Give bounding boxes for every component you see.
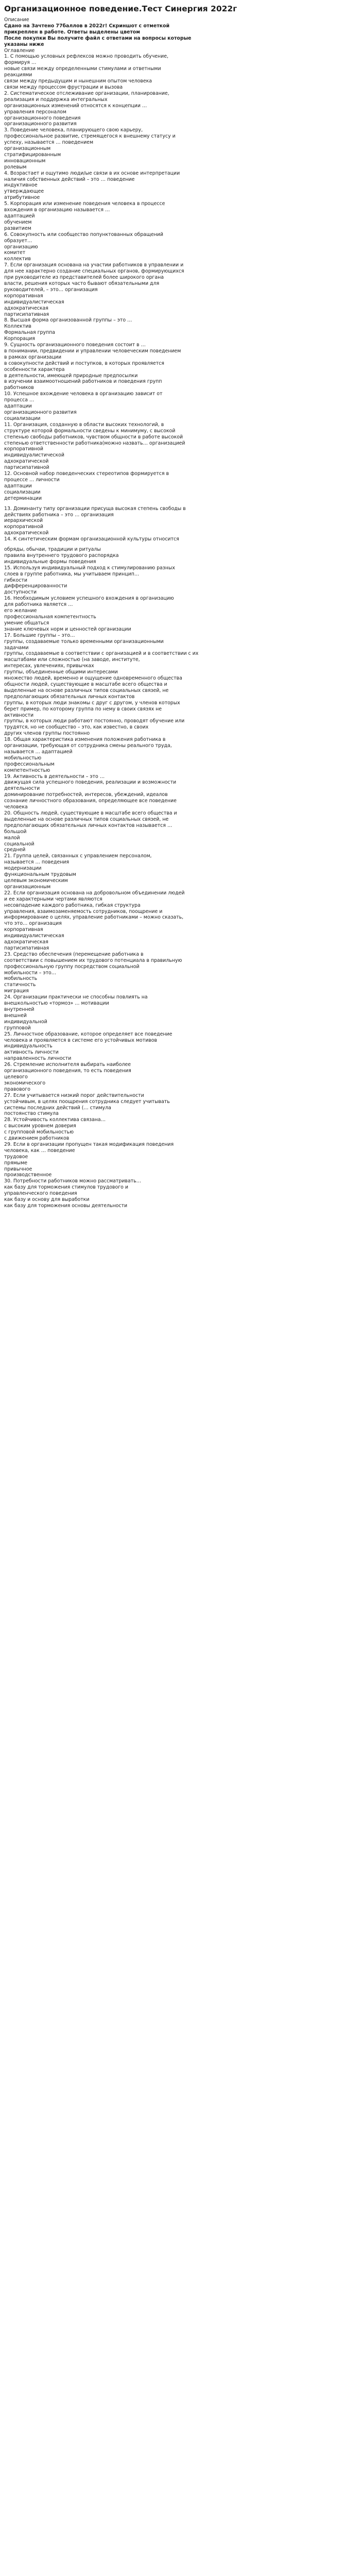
answer-line: соответствии с повышением их трудового потенциала в правильную <box>4 957 182 963</box>
answer-line: индивидуалистической <box>4 452 64 459</box>
answer-line: партисипативной <box>4 465 49 471</box>
question-line: 22. Если организация основана на добровольном объединении людей <box>4 890 185 896</box>
answer-line: Коллектив <box>4 324 31 330</box>
question-line: 10. Успешное вхождение человека в организацию зависит от <box>4 391 163 397</box>
question-line: 15. Используя индивидуальный подход к стимулированию разных <box>4 565 175 571</box>
answer-line: правила внутреннего трудового распорядка <box>4 552 119 558</box>
answer-line: групповой <box>4 1025 31 1031</box>
answer-line: наличия собственных действий – это … поведение <box>4 176 135 182</box>
answer-line: развитием <box>4 225 31 231</box>
answer-line: для работника является … <box>4 602 73 608</box>
answer-line: называется … поведения <box>4 859 70 866</box>
answer-line: в изучении взаимоотношений работников и поведения групп <box>4 379 162 385</box>
answer-line: средней <box>4 847 26 853</box>
answer-line: предполагающих обязательных личных контактов называется … <box>4 822 173 828</box>
answer-line: индуктивное <box>4 182 38 189</box>
answer-line: интересах, увлечениях, привычках <box>4 663 94 669</box>
answer-line: работников <box>4 385 34 391</box>
question-line: 14. К синтетическим формам организационной культуры относится <box>4 536 179 543</box>
answer-line: внутренней <box>4 1007 35 1012</box>
answer-line: слоев в группе работника, мы учитываем принцип… <box>4 571 140 577</box>
answer-line: связи между предыдущим и нынешним опытом человека <box>4 78 152 84</box>
answer-line: выделенные на основе различных типов социальных связей, не <box>4 816 169 822</box>
answer-line: внешкольностью «тормоз» … мотивации <box>4 1001 109 1007</box>
answer-line: социализации <box>4 415 41 421</box>
answer-line: производственное <box>4 1172 52 1178</box>
spacer <box>4 543 357 547</box>
answer-line: экономического <box>4 1080 46 1086</box>
question-line: 30. Потребности работников можно рассматривать… <box>4 1178 142 1184</box>
question-line: 26. Стремление исполнителя выбирать наиболее <box>4 1062 131 1068</box>
question-line: 27. Если учитывается низкий порог действительности <box>4 1092 144 1098</box>
answer-line: несовпадение каждого работника, гибкая структура <box>4 902 141 908</box>
answer-line: корпоративной <box>4 446 43 452</box>
answer-line: реакциями <box>4 72 32 78</box>
question-line: 2. Систематическое отслеживание организации, планирование, <box>4 90 169 96</box>
answer-line: организационным <box>4 146 51 152</box>
answer-line: трудовое <box>4 1154 28 1160</box>
answer-line: организационного развития <box>4 121 77 127</box>
question-line: 18. Общая характеристика изменения положения работника в <box>4 737 166 743</box>
spacer <box>4 502 357 506</box>
intro-line: После покупки Вы получите файл с ответами на вопросы которые <box>4 35 192 41</box>
answer-line: социальной <box>4 841 35 847</box>
answer-line: как базу и основу для выработки <box>4 1197 90 1203</box>
question-line: 28. Устойчивость коллектива связана… <box>4 1117 106 1123</box>
answer-line: доминирование потребностей, интересов, убеждений, идеалов <box>4 792 168 798</box>
question-line: 24. Организации практически не способны повлиять на <box>4 994 148 1001</box>
answer-line: организационного поведения, то есть поведения <box>4 1068 131 1074</box>
answer-line: профессиональную группу посредством социальной <box>4 963 140 970</box>
answer-line: задачами <box>4 645 29 651</box>
answer-line: управления, взаимозаменяемость сотрудников, поощрение и <box>4 908 163 914</box>
answer-line: организации, требующая от сотрудника смены реального труда, <box>4 743 172 749</box>
answer-line: обряды, обычаи, традиции и ритуалы <box>4 547 101 553</box>
answer-line: профессиональная компетентность <box>4 614 96 620</box>
answer-line: человека и проявляется в системе его устойчивых мотивов <box>4 1037 157 1043</box>
answer-line: организацию <box>4 244 38 250</box>
answer-line: информирование о целях, управление работниками – можно сказать, <box>4 914 184 921</box>
answer-line: мобильности – это… <box>4 970 57 976</box>
answer-line: при руководителе из представителей более широкого органа <box>4 275 164 281</box>
question-line: 1. С помощью условных рефлексов можно проводить обучение, <box>4 54 168 60</box>
answer-line: мобильность <box>4 976 38 982</box>
question-line: 5. Корпорация или изменение поведения человека в процессе <box>4 201 165 207</box>
question-line: 23. Средство обеспечения (перемещение работника в <box>4 951 144 957</box>
answer-line: новые связи между определенными стимулами и ответными <box>4 66 161 72</box>
answer-line: степенью ответственности работника(можно назвать… организацией <box>4 440 185 446</box>
answer-line: связи между процессом фрустрации и вызова <box>4 84 123 90</box>
answer-line: процесса … <box>4 397 35 403</box>
question-line: 29. Если в организации пропущен такая модификация поведения <box>4 1141 174 1147</box>
question-line: 17. Большие группы – это… <box>4 632 75 638</box>
answer-line: детерминации <box>4 495 42 501</box>
answer-line: знание ключевых норм и ценностей организации <box>4 626 131 632</box>
answer-line: в понимании, предвидении и управлении человеческим поведением <box>4 348 181 354</box>
answer-line: организационным <box>4 884 51 890</box>
answer-line: группы, в которых люди работают постоянно, проводят обучение или <box>4 718 185 724</box>
answer-line: других членов группы постоянно <box>4 731 90 737</box>
intro-line: Описание <box>4 17 29 23</box>
answer-line: мобильностью <box>4 755 42 761</box>
answer-line: множество людей, временно и ощущение одновременного общества <box>4 675 182 682</box>
answer-line: организационного развития <box>4 410 77 415</box>
answer-line: дифференцированности <box>4 583 67 589</box>
answer-line: с групповой мобильностью <box>4 1129 74 1136</box>
question-line: 12. Основной набор поведенческих стереотипов формируется в <box>4 471 169 477</box>
answer-line: комитет <box>4 250 26 256</box>
answer-line: активность личности <box>4 1049 59 1056</box>
answer-line: образует… <box>4 238 32 244</box>
answer-line: руководителей, – это… организация <box>4 286 98 293</box>
answer-line: привычное <box>4 1166 32 1172</box>
answer-line: деятельности <box>4 786 40 792</box>
answer-line: трудятся, но не сообщество – это, как известно, в своих <box>4 724 149 731</box>
answer-line: в деятельности, имеющей природные предпосылки <box>4 372 138 379</box>
question-line: 13. Доминанту типу организации присуща высокая степень свободы в <box>4 505 186 512</box>
question-line: 7. Если организация основана на участии работников в управлении и <box>4 262 184 268</box>
answer-line: целевого <box>4 1074 28 1080</box>
answer-line: с движением работников <box>4 1136 70 1142</box>
answer-line: организационных изменений относятся к концепции … <box>4 103 147 109</box>
answer-line: человека, как … поведение <box>4 1147 75 1154</box>
answer-line: индивидуалистическая <box>4 933 64 939</box>
intro-line: указаны ниже <box>4 41 44 47</box>
intro-line: прикреплен в работе. Ответы выделены цветом <box>4 29 140 35</box>
answer-line: корпоративная <box>4 927 43 933</box>
answer-line: гибкости <box>4 577 27 583</box>
question-line: 21. Группа целей, связанных с управлением персоналом, <box>4 853 152 859</box>
answer-line: профессиональным <box>4 761 55 767</box>
answer-line: предполагающих обязательных личных контактов <box>4 693 135 700</box>
answer-line: адхократической <box>4 459 49 465</box>
answer-line: адаптации <box>4 403 32 410</box>
question-line: 4. Возрастает и ощутимо люди/ые связи в их основе интерпретации <box>4 170 180 176</box>
answer-line: постоянство стимула <box>4 1111 59 1117</box>
question-line: 25. Личностное образование, которое определяет все поведение <box>4 1031 173 1037</box>
answer-line: его желание <box>4 608 37 614</box>
question-line: 9. Сущность организационного поведения состоит в … <box>4 342 146 348</box>
answer-line: и ее характерными чертами являются <box>4 896 102 902</box>
answer-line: партисипативная <box>4 311 49 317</box>
question-line: 11. Организация, созданную в области высоких технологий, в <box>4 421 164 428</box>
answer-line: устойчивым, в целях поощрения сотрудника следует учитывать <box>4 1098 170 1105</box>
answer-line: как базу для торможения основы деятельности <box>4 1203 128 1209</box>
answer-line: партисипативная <box>4 945 49 951</box>
answer-line: миграция <box>4 988 29 994</box>
answer-line: правового <box>4 1086 31 1092</box>
intro-line: Оглавление <box>4 47 35 54</box>
answer-line: индивидуальной <box>4 1019 47 1025</box>
answer-line: иерархической <box>4 518 43 524</box>
answer-line: Корпорация <box>4 336 36 342</box>
page-title: Организационное поведение.Тест Синергия 2022г <box>4 4 237 13</box>
document-page <box>0 0 361 1216</box>
answer-line: ролевым <box>4 164 27 170</box>
answer-line: власти, решения которых часто бывают обязательными для <box>4 280 160 286</box>
answer-line: корпоративная <box>4 293 43 299</box>
answer-line: Формальная группа <box>4 330 56 336</box>
question-line: 3. Поведение человека, планирующего свою карьеру, <box>4 127 143 133</box>
answer-line: системы последних действий (… стимула <box>4 1105 111 1111</box>
answer-line: социализации <box>4 489 41 495</box>
answer-line: группы, в которых люди знакомы с друг с другом, у членов которых <box>4 700 180 706</box>
answer-line: целевым экономическим <box>4 877 68 884</box>
answer-line: выделенные на основе различных типов социальных связей, не <box>4 687 169 693</box>
answer-line: масштабами или сложностью (на заводе, институте, <box>4 657 140 663</box>
answer-line: движущая сила успешного поведения, реализации и возможности <box>4 779 177 786</box>
answer-line: группы, создаваемые только временными организационными <box>4 638 164 645</box>
answer-line: управления персоналом <box>4 109 66 115</box>
intro-line: Сдано на Зачтено 77баллов в 2022г! Скриншот с отметкой <box>4 23 170 29</box>
question-line: 19. Активность в деятельности – это … <box>4 773 105 779</box>
answer-line: управленческого поведения <box>4 1191 77 1197</box>
answer-line: для нее характерно создание специальных органов, формирующихся <box>4 268 184 275</box>
answer-line: адхократической <box>4 530 49 536</box>
question-line: 6. Совокупность или сообщество попунктованных обращений <box>4 231 163 238</box>
answer-line: коллектив <box>4 256 31 262</box>
answer-line: индивидуальность <box>4 1043 53 1049</box>
answer-line: как базу для торможения стимулов трудового и <box>4 1184 128 1191</box>
answer-line: с высоким уровнем доверия <box>4 1123 76 1129</box>
answer-line: умение общаться <box>4 620 49 626</box>
answer-line: утверждающее <box>4 189 44 195</box>
answer-line: общности людей, существующие в масштабе всего общества и <box>4 681 167 687</box>
answer-line: индивидуалистическая <box>4 299 64 305</box>
answer-line: процессе … личности <box>4 477 60 483</box>
answer-line: атрибутивное <box>4 195 40 201</box>
answer-line: адхократическая <box>4 939 48 945</box>
answer-line: малой <box>4 835 20 841</box>
answer-line: структуре которой формальности сведены к минимуму, с высокой <box>4 428 176 434</box>
question-line: 16. Необходимым условием успешного вхождения в организацию <box>4 596 174 602</box>
answer-line: степенью свободы работников, чувством общности в работе высокой <box>4 434 183 440</box>
answer-line: инновационным <box>4 158 46 164</box>
answer-line: индивидуальные формы поведения <box>4 558 96 565</box>
answer-line: доступности <box>4 589 37 596</box>
answer-line: особенности характера <box>4 366 65 372</box>
answer-line: в совокупности действий и поступков, в которых проявляется <box>4 360 164 366</box>
answer-line: обучением <box>4 219 32 225</box>
question-line: 20. Общность людей, существующие в масштабе всего общества и <box>4 810 177 816</box>
answer-line: вхождения в организацию называется … <box>4 207 110 213</box>
answer-line: действиях работника – это … организация <box>4 512 114 518</box>
answer-line: направленность личности <box>4 1056 72 1062</box>
answer-line: корпоративной <box>4 524 43 530</box>
answer-line: группы, объединенные общими интересами <box>4 669 118 675</box>
answer-line: человека <box>4 804 28 810</box>
answer-line: называется … адаптацией <box>4 749 73 755</box>
answer-line: модернизации <box>4 866 42 872</box>
intro-block <box>4 17 357 54</box>
answer-line: успеху, называется … поведением <box>4 140 94 146</box>
answer-line: большой <box>4 828 27 835</box>
answer-line: группы, создаваемые в соответствии с организацией и в соответствии с их <box>4 651 199 657</box>
answer-line: реализация и поддержка интегральных <box>4 96 108 103</box>
answer-line: организационного поведения <box>4 115 81 121</box>
answer-line: профессиональное развитие, стремящегося к внешнему статусу и <box>4 133 176 140</box>
answer-line: активности <box>4 712 34 718</box>
answer-line: адаптацией <box>4 213 35 219</box>
answer-line: прямыме <box>4 1160 28 1166</box>
answer-line: внешней <box>4 1012 27 1019</box>
answer-line: сознание личностного образования, определяющее все поведение <box>4 798 177 804</box>
answer-line: статичность <box>4 982 36 988</box>
question-line: 8. Высшая форма организованной группы – это … <box>4 317 132 324</box>
answer-line: компетентностью <box>4 767 50 773</box>
answer-line: берет пример, по которому группа по нему в своих связях не <box>4 706 162 712</box>
questions-list <box>4 54 357 1209</box>
answer-line: формируя … <box>4 60 37 66</box>
answer-line: стратифицированным <box>4 151 61 158</box>
answer-line: адхократическая <box>4 305 48 311</box>
answer-line: адаптации <box>4 483 32 489</box>
answer-line: что это… организация <box>4 921 62 927</box>
answer-line: функциональным трудовым <box>4 872 76 878</box>
answer-line: в рамках организации <box>4 354 62 360</box>
